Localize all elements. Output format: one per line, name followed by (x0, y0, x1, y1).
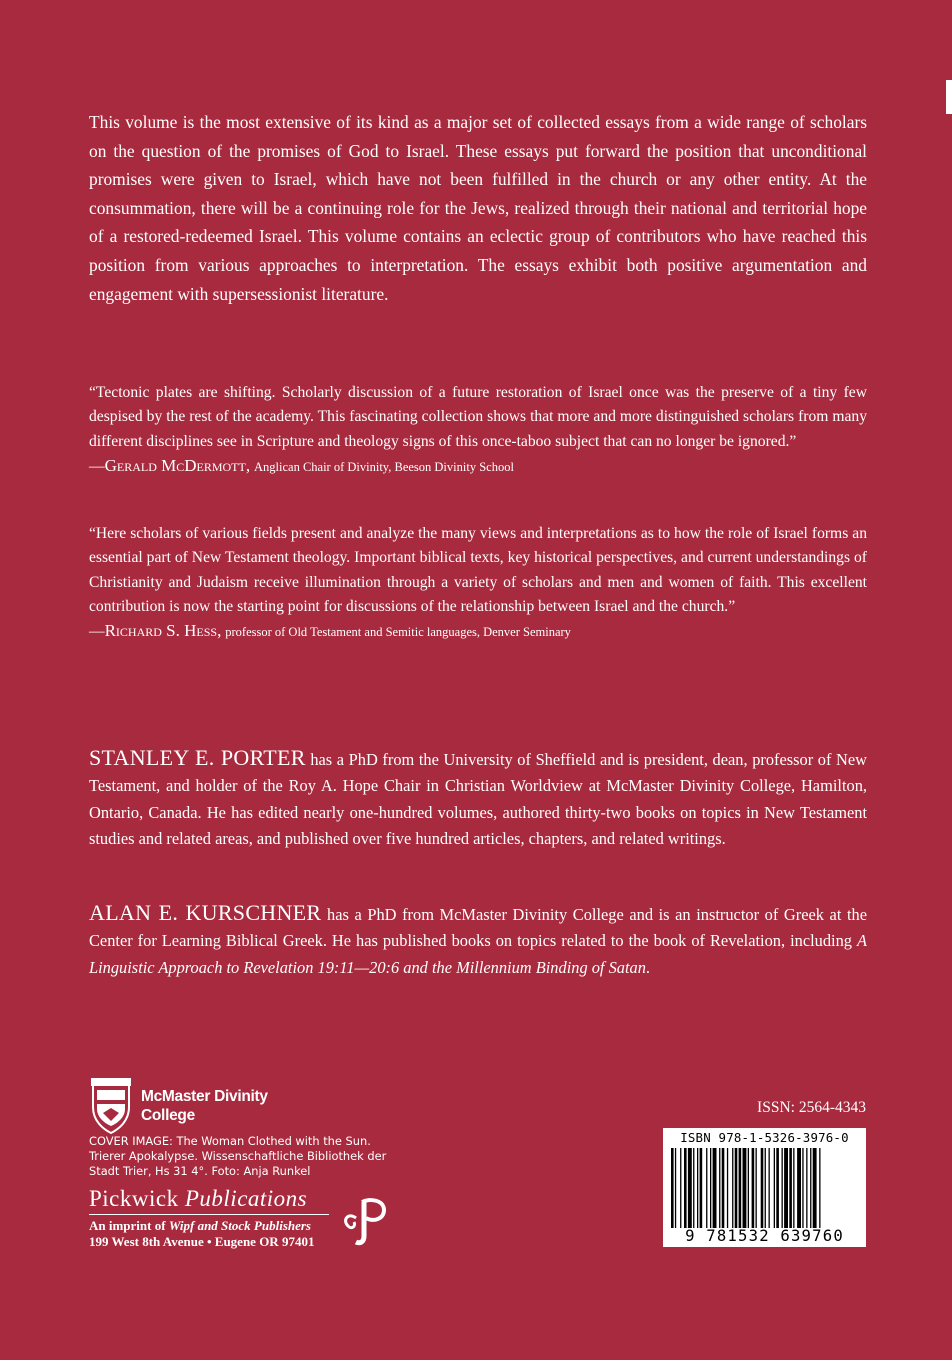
endorser-name: Gerald McDermott, (104, 455, 251, 475)
attribution-dash: — (89, 623, 105, 641)
endorser-role: professor of Old Testament and Semitic languages, Denver Seminary (225, 625, 571, 640)
endorser-role: Anglican Chair of Divinity, Beeson Divinity School (254, 459, 514, 474)
crest-icon (89, 1077, 133, 1135)
isbn-number: ISBN 978-1-5326-3976-0 (680, 1130, 849, 1145)
author-bio-porter (89, 745, 867, 852)
endorsement-attribution (89, 454, 867, 479)
endorsement-attribution (89, 619, 867, 644)
book-description: This volume is the most extensive of its kind as a major set of collected essays from a wide range of scholars on the question of the promises of God to Israel. These essays put forward the position that unconditional promises were given to Israel, which have not been fulfilled in the church or any other entity. At the consummation, there will be a continuing role for the Jews, realized through their national and territorial hope of a restored-redeemed Israel. This volume contains an eclectic group of contributors who have reached this position from various approaches to interpretation. The essays exhibit both positive argumentation and engagement with supersessionist literature. (89, 112, 867, 304)
barcode-digits: 9 781532 639760 (685, 1227, 844, 1245)
publisher-imprint: An imprint of Wipf and Stock Publishers (89, 1218, 311, 1233)
attribution-dash: — (89, 457, 105, 475)
bio-end: . (645, 957, 651, 977)
spine-edge-mark (946, 80, 952, 114)
author-name: ALAN E. KURSCHNER (89, 900, 322, 925)
bio-text: has a PhD from McMaster Divinity College and is an instructor of Greek at the Center for Learning Biblical Greek. He has published books on topics related to the book of Revelation, including (89, 905, 868, 951)
endorsement-quote: “Tectonic plates are shifting. Scholarly discussion of a future restoration of Israel once was the preserve of a tiny few despised by the rest of the academy. This fascinating collection shows that more and more distinguished scholars from many different disciplines see in Scripture and theology signs of this once-taboo subject that can no longer be ignored.” (89, 384, 867, 450)
endorser-name: Richard S. Hess, (104, 621, 222, 641)
issn: ISSN: 2564-4343 (757, 1099, 866, 1116)
author-bio-kurschner (89, 900, 867, 981)
isbn-barcode (663, 1128, 866, 1247)
endorsement-1 (89, 381, 867, 479)
publisher-address: 199 West 8th Avenue • Eugene OR 97401 (89, 1234, 315, 1249)
college-logo (89, 1077, 268, 1135)
publisher-name: Pickwick Publications (89, 1186, 308, 1211)
publisher-rule (89, 1214, 329, 1215)
endorsement-quote: “Here scholars of various fields present and analyze the many views and interpretations as to how the role of Israel forms an essential part of New Testament theology. Important biblical texts, key historical perspectives, and current understandings of Christianity and Judaism receive illumination through a variety of scholars and men and women of faith. This excellent contribution is now the starting point for discussions of the relationship between Israel and the church.” (89, 525, 867, 615)
book-title: A Linguistic Approach to Revelation 19:11—20:6 and the Millennium Binding of Satan (89, 931, 867, 977)
cover-image-credit: COVER IMAGE: The Woman Clothed with the Sun. Trierer Apokalypse. Wissenschaftliche Bibliothek der Stadt Trier, Hs 31 4°. Foto: Anja Runkel (89, 1134, 387, 1179)
publisher-block (89, 1186, 339, 1250)
barcode-bars (671, 1148, 859, 1228)
author-name: STANLEY E. PORTER (89, 745, 306, 770)
pickwick-logo-icon (340, 1196, 388, 1246)
bio-text: has a PhD from the University of Sheffield and is president, dean, professor of New Testament, and holder of the Roy A. Hope Chair in Christian Worldview at McMaster Divinity College, Hamilton, Ontario, Canada. He has edited nearly one-hundred volumes, authored thirty-two books on topics in New Testament studies and related areas, and published over five hundred articles, chapters, and related writings. (89, 750, 867, 848)
college-name: McMaster Divinity College (141, 1088, 268, 1124)
endorsement-2 (89, 522, 867, 644)
